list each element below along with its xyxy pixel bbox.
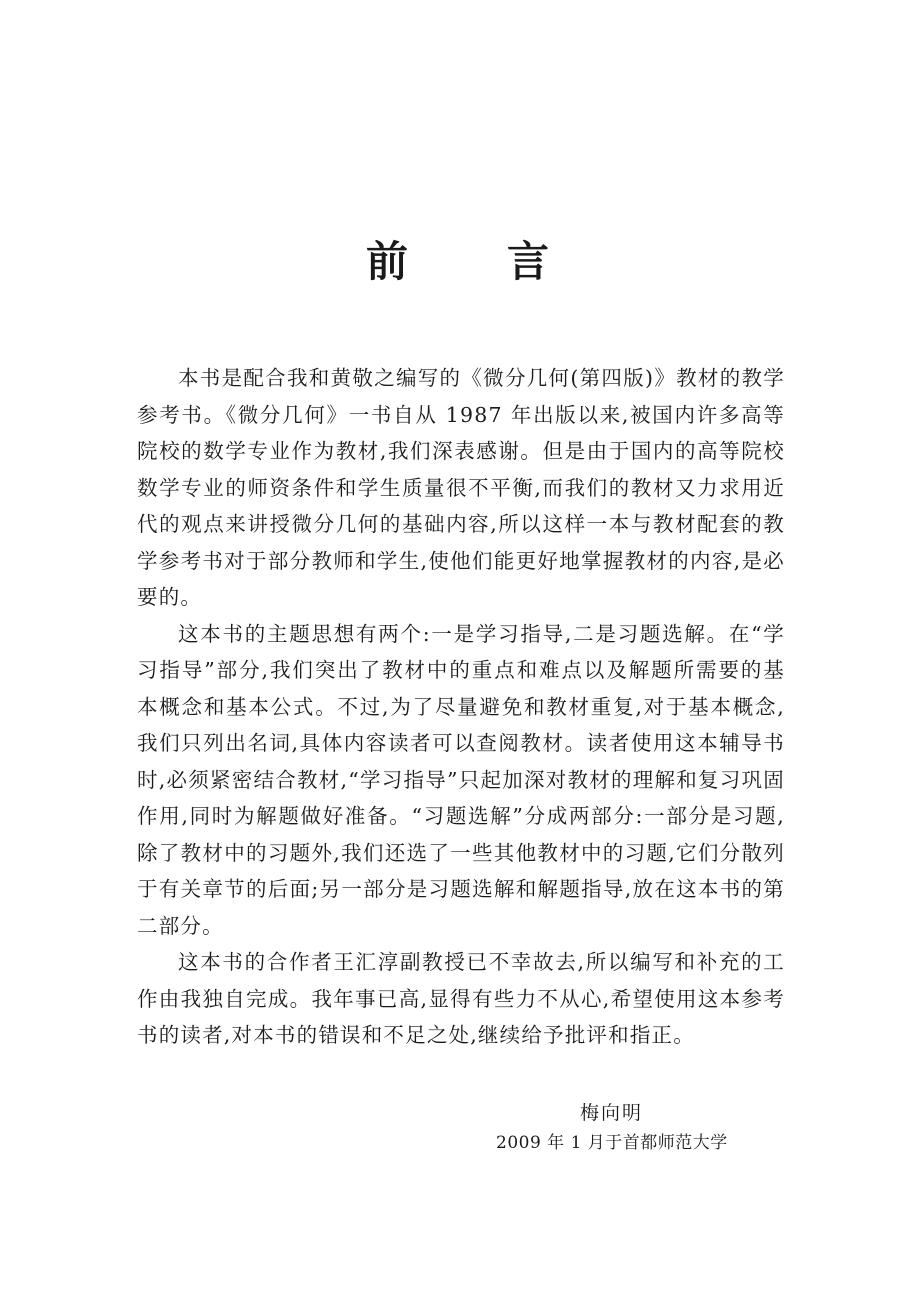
- paragraph: 这本书的合作者王汇淳副教授已不幸故去,所以编写和补充的工作由我独自完成。我年事已高,显得有些力不从心,希望使用这本参考书的读者,对本书的错误和不足之处,继续给予批评和指正。: [137, 950, 785, 1047]
- author-signature: 梅向明: [580, 1102, 644, 1124]
- preface-body: [137, 360, 785, 1054]
- paragraph: 这本书的主题思想有两个:一是学习指导,二是习题选解。在“学习指导”部分,我们突出了教材中的重点和难点以及解题所需要的基本概念和基本公式。不过,为了尽量避免和教材重复,对于基本概念,我们只列出名词,具体内容读者可以查阅教材。读者使用这本辅导书时,必须紧密结合教材,“学习指导”只起加深对教材的理解和复习巩固作用,同时为解题做好准备。“习题选解”分成两部分:一部分是习题,除了教材中的习题外,我们还选了一些其他教材中的习题,它们分散列于有关章节的后面;另一部分是习题选解和解题指导,放在这本书的第二部分。: [137, 621, 785, 938]
- paragraph: 本书是配合我和黄敬之编写的《微分几何(第四版)》教材的教学参考书。《微分几何》一书自从 1987 年出版以来,被国内许多高等院校的数学专业作为教材,我们深表感谢。但是由于国内的高等院校数学专业的师资条件和学生质量很不平衡,而我们的教材又力求用近代的观点来讲授微分几何的基础内容,所以这样一本与教材配套的教学参考书对于部分教师和学生,使他们能更好地掌握教材的内容,是必要的。: [137, 366, 785, 609]
- date-place: 2009 年 1 月于首都师范大学: [496, 1133, 728, 1153]
- title-char: 前: [366, 237, 409, 286]
- title-char: 言: [507, 237, 550, 286]
- page-title: [0, 232, 919, 292]
